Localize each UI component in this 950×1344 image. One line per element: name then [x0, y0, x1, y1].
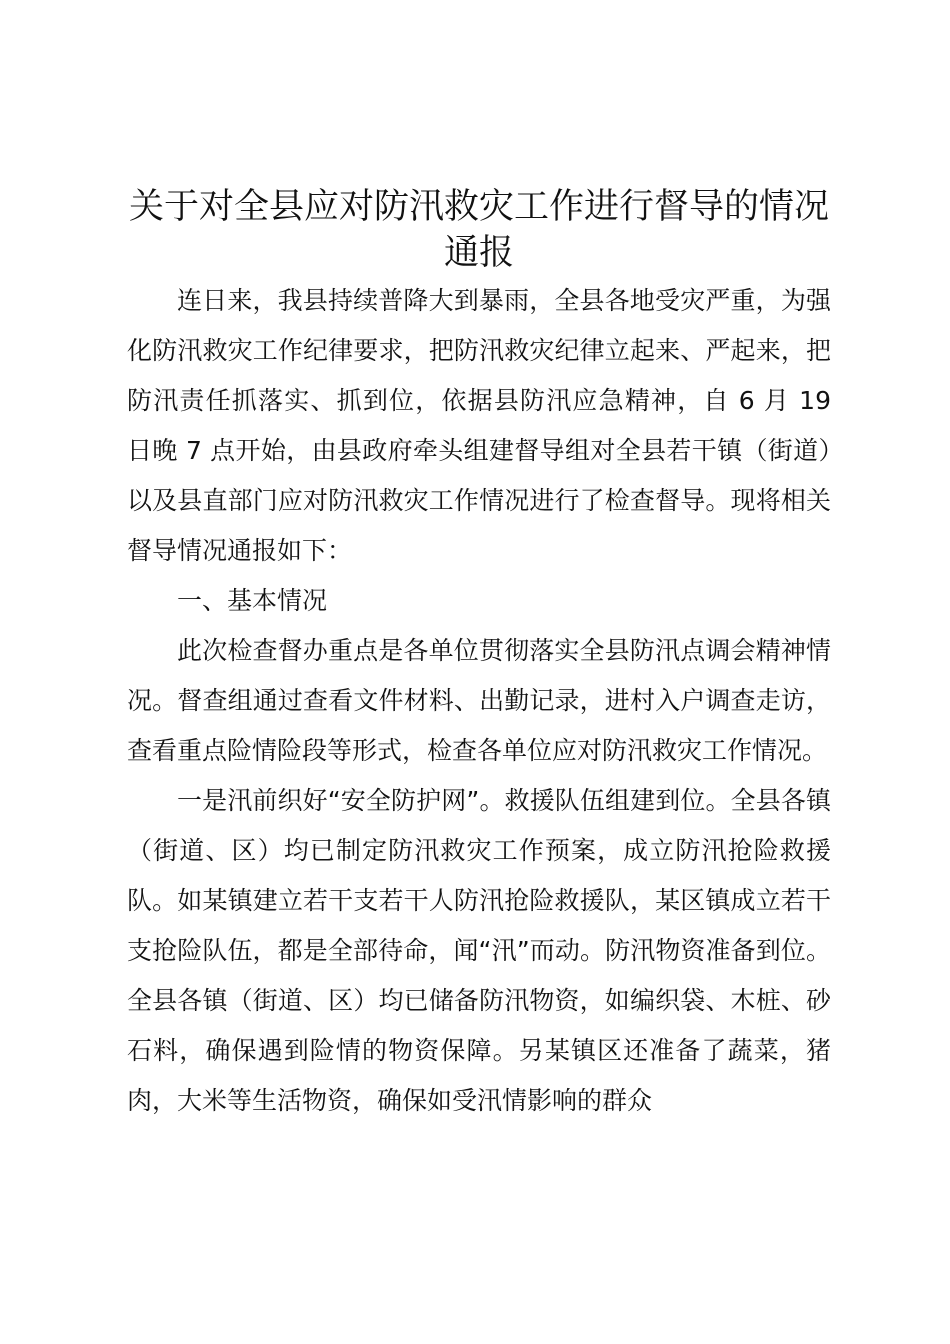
inspection-paragraph: 此次检查督办重点是各单位贯彻落实全县防汛点调会精神情况。督查组通过查看文件材料、出勤记录，进村入户调查走访，查看重点险情险段等形式，检查各单位应对防汛救灾工作情况。 — [127, 636, 831, 765]
document-title: 关于对全县应对防汛救灾工作进行督导的情况通报 — [128, 187, 829, 273]
intro-paragraph: 连日来，我县持续普降大到暴雨，全县各地受灾严重，为强化防汛救灾工作纪律要求，把防汛救灾纪律立起来、严起来，把防汛责任抓落实、抓到位，依据县防汛应急精神，自 6 月 19 日晚 7 点开始，由县政府牵头组建督导组对全县若干镇（街道）以及县直部门应对防汛救灾工作情况进行了检查督导。现将相关督导情况通报如下： — [127, 286, 831, 565]
document-body — [127, 184, 831, 1126]
flood-prevention-paragraph: 一是汛前织好“安全防护网”。救援队伍组建到位。全县各镇（街道、区）均已制定防汛救灾工作预案，成立防汛抢险救援队。如某镇建立若干支若干人防汛抢险救援队，某区镇成立若干支抢险队伍，都是全部待命，闻“汛”而动。防汛物资准备到位。全县各镇（街道、区）均已储备防汛物资，如编织袋、木桩、砂石料，确保遇到险情的物资保障。另某镇区还准备了蔬菜，猪肉，大米等生活物资，确保如受汛情影响的群众 — [127, 786, 831, 1115]
section-heading-basic-situation: 一、基本情况 — [177, 586, 328, 615]
